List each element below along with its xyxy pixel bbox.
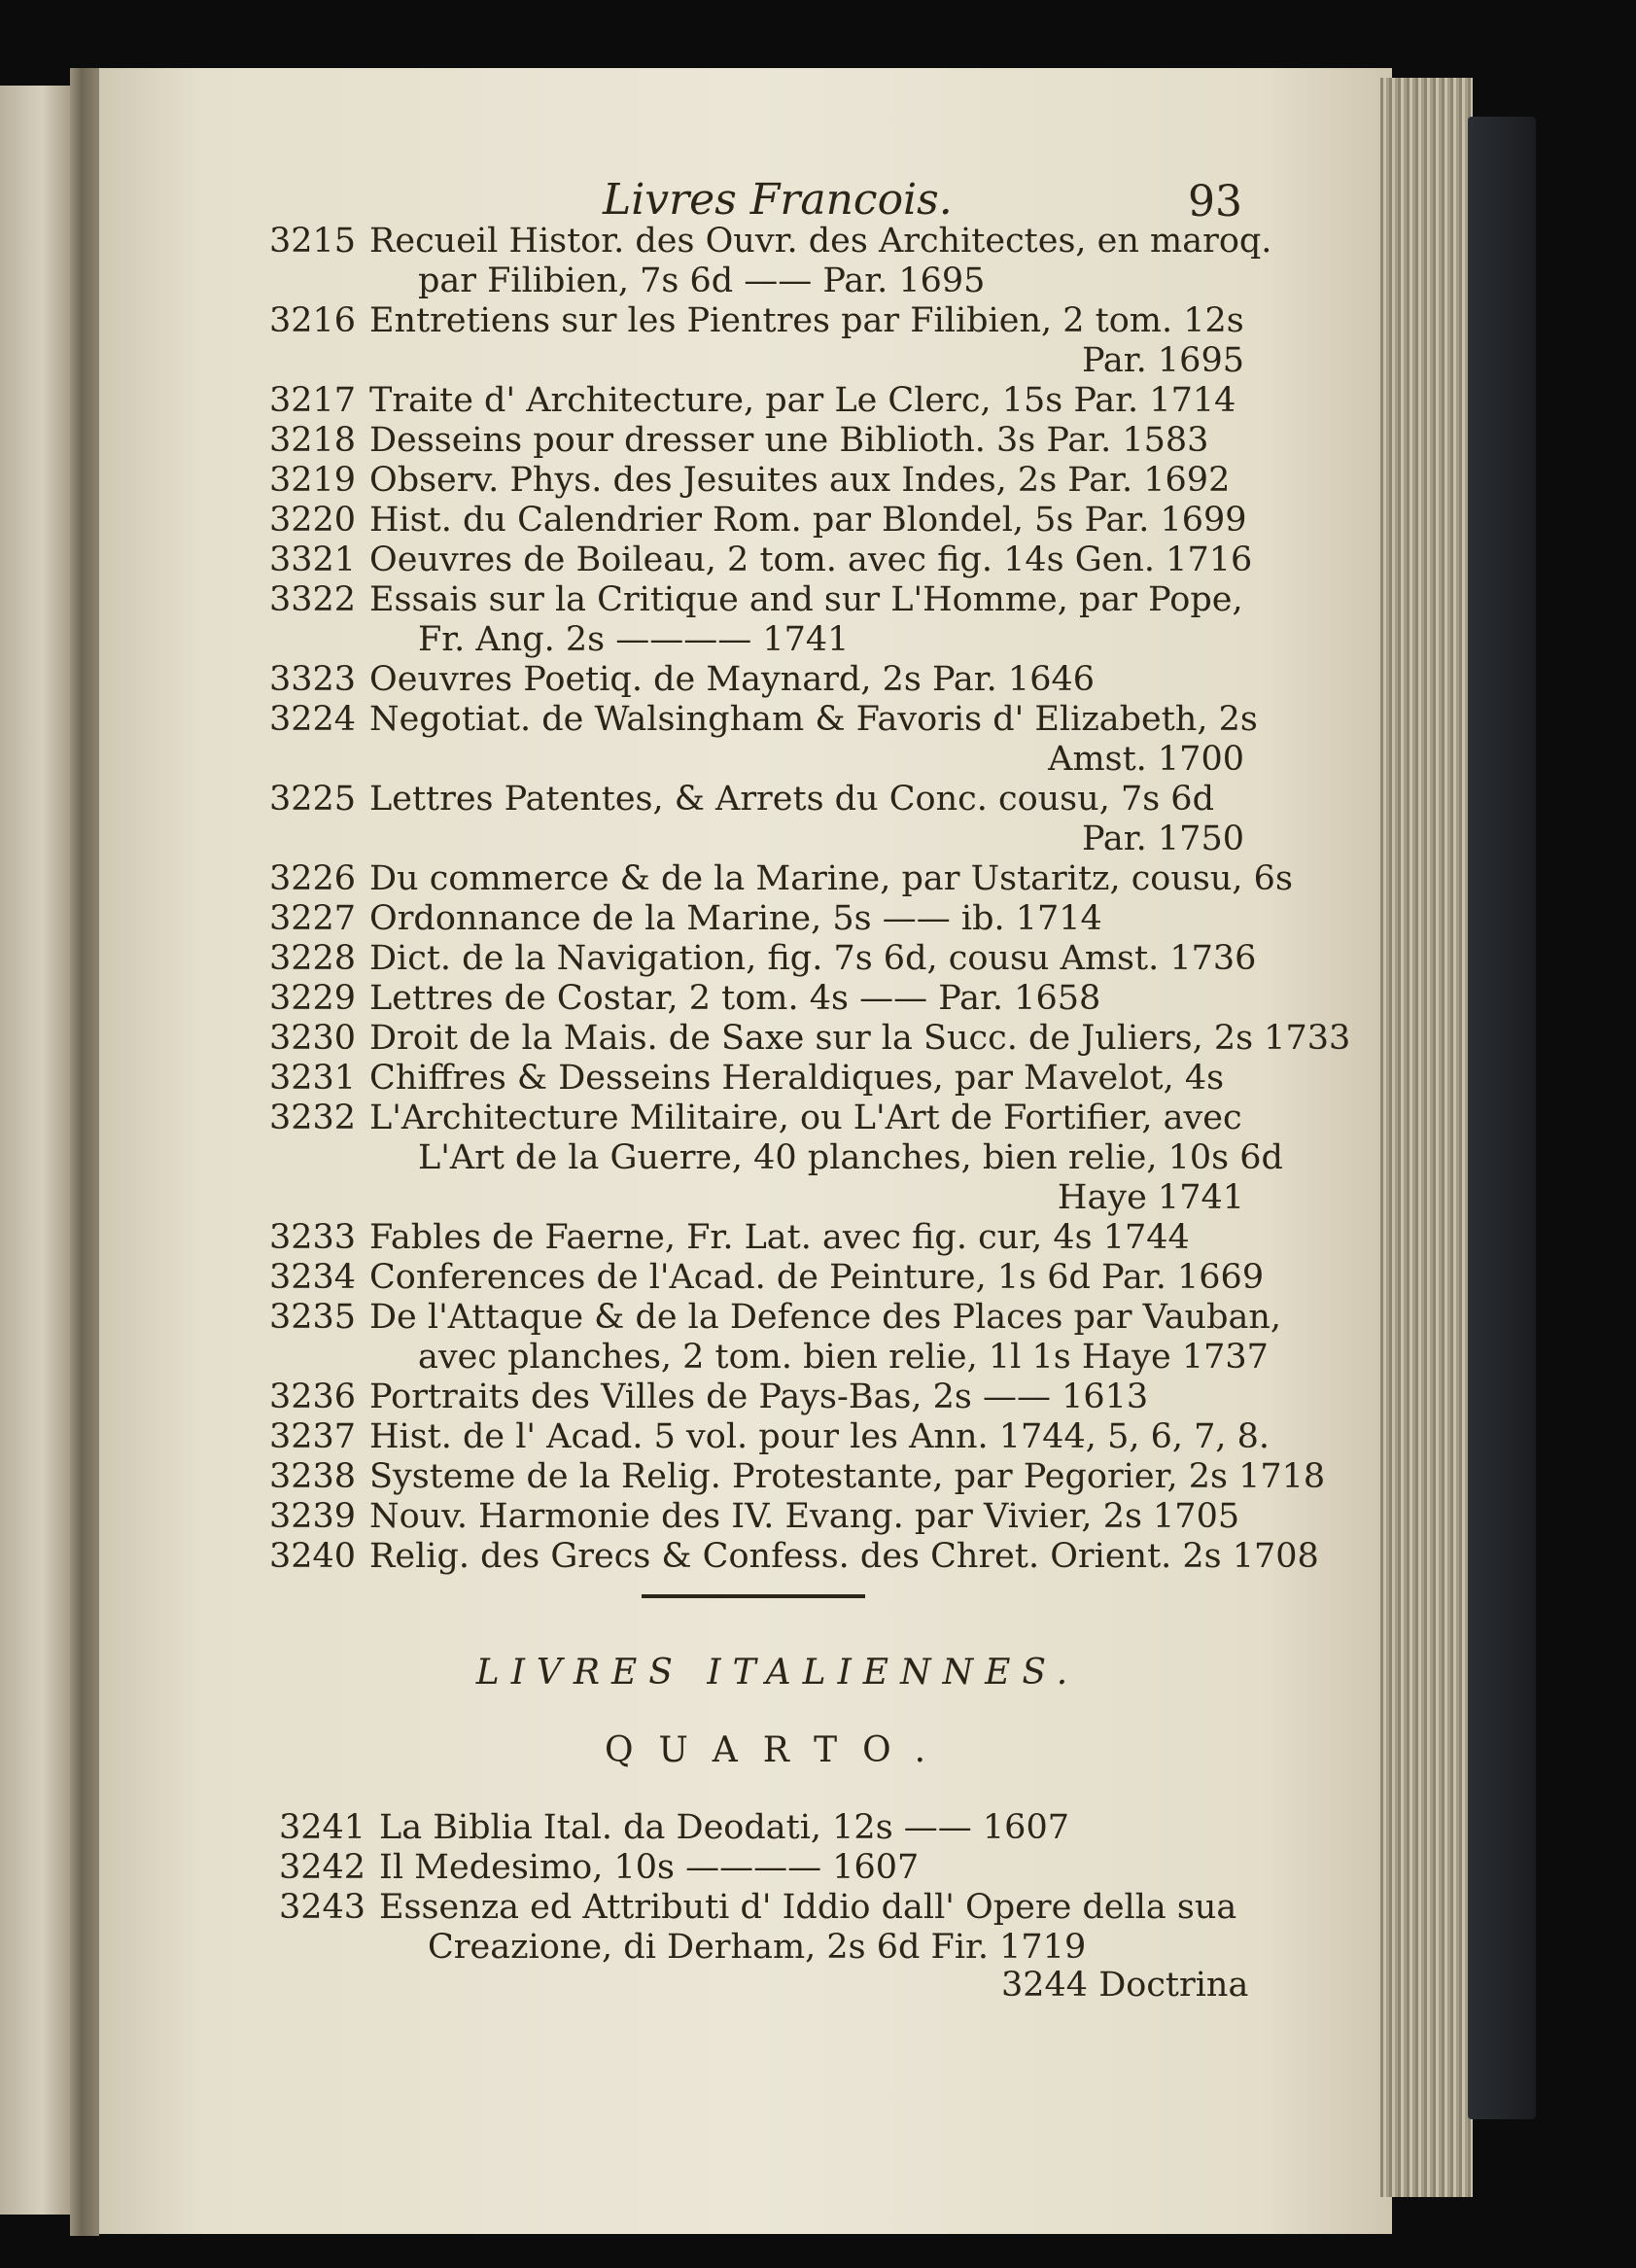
entry-number: 3217 <box>269 381 357 420</box>
catalogue-line <box>258 740 1244 780</box>
catalogue-line <box>258 301 1244 341</box>
catalogue-line <box>258 461 1244 501</box>
entry-number: 3321 <box>269 541 357 579</box>
book-gutter <box>70 68 99 2236</box>
entry-number: 3240 <box>269 1537 357 1576</box>
entry-number: 3241 <box>279 1808 366 1847</box>
catalogue-line <box>258 820 1244 859</box>
entry-text: L'Art de la Guerre, 40 planches, bien relie, 10s 6d <box>418 1138 1283 1177</box>
entry-number: 3323 <box>269 660 357 699</box>
entry-text: Amst. 1700 <box>1048 740 1244 779</box>
entry-text: par Filibien, 7s 6d —— Par. 1695 <box>418 262 986 300</box>
entry-text: Relig. des Grecs & Confess. des Chret. Orient. 2s 1708 <box>369 1537 1319 1576</box>
entry-text: Observ. Phys. des Jesuites aux Indes, 2s Par. 1692 <box>369 461 1231 500</box>
catalogue-line <box>258 341 1244 381</box>
entry-text: Par. 1750 <box>1081 820 1244 858</box>
entry-number: 3229 <box>269 979 357 1018</box>
entry-number: 3233 <box>269 1218 357 1257</box>
entry-text: La Biblia Ital. da Deodati, 12s —— 1607 <box>379 1808 1069 1847</box>
catalogue-line <box>258 859 1293 899</box>
entry-text: Nouv. Harmonie des IV. Evang. par Vivier, 2s 1705 <box>369 1497 1240 1536</box>
catalogue-line <box>258 1138 1283 1178</box>
section-divider <box>642 1594 865 1598</box>
entry-text: Lettres Patentes, & Arrets du Conc. cousu, 7s 6d <box>369 780 1214 819</box>
catalogue-line <box>258 1338 1269 1378</box>
entry-number: 3216 <box>269 301 357 340</box>
catalogue-line <box>258 1417 1271 1457</box>
page-number: 93 <box>1188 177 1242 227</box>
catalogue-line <box>258 541 1253 580</box>
entry-number: 3238 <box>269 1457 357 1496</box>
entry-text: Lettres de Costar, 2 tom. 4s —— Par. 1658 <box>369 979 1101 1018</box>
catalogue-line <box>258 501 1247 541</box>
catchword: 3244 Doctrina <box>1001 1966 1249 2005</box>
entry-text: Negotiat. de Walsingham & Favoris d' Elizabeth, 2s <box>369 700 1258 739</box>
section-subtitle: QUARTO. <box>604 1730 952 1770</box>
entry-number: 3227 <box>269 899 357 938</box>
entry-text: Systeme de la Relig. Protestante, par Pegorier, 2s 1718 <box>369 1457 1326 1496</box>
entry-number: 3322 <box>269 580 357 619</box>
catalogue-line <box>258 1059 1244 1099</box>
catalogue-line <box>258 1178 1244 1218</box>
catalogue-line <box>258 899 1244 939</box>
catalogue-line <box>258 1019 1351 1059</box>
entry-number: 3220 <box>269 501 357 540</box>
facing-page <box>0 86 70 2215</box>
catalogue-line <box>258 1298 1282 1338</box>
catalogue-line <box>267 1888 1244 1928</box>
entry-number: 3226 <box>269 859 357 898</box>
catalogue-line <box>267 1808 1244 1848</box>
book-cover <box>1468 117 1536 2119</box>
entry-text: Dict. de la Navigation, fig. 7s 6d, cousu Amst. 1736 <box>369 939 1257 978</box>
catalogue-line <box>258 580 1244 620</box>
running-head: Livres Francois. <box>603 175 953 225</box>
catalogue-entries <box>258 222 1351 1577</box>
page-edges <box>1380 78 1473 2197</box>
entry-number: 3231 <box>269 1059 357 1098</box>
catalogue-line <box>258 620 1244 660</box>
catalogue-line <box>258 1258 1265 1298</box>
entry-text: L'Architecture Militaire, ou L'Art de Fortifier, avec <box>369 1099 1242 1137</box>
entry-text: Entretiens sur les Pientres par Filibien, 2 tom. 12s <box>369 301 1244 340</box>
entry-number: 3243 <box>279 1888 366 1927</box>
catalogue-line <box>258 262 1244 301</box>
catalogue-line <box>258 1457 1326 1497</box>
entry-text: Oeuvres Poetiq. de Maynard, 2s Par. 1646 <box>369 660 1096 699</box>
entry-number: 3218 <box>269 421 357 460</box>
catalogue-line <box>258 1099 1244 1138</box>
entry-text: Traite d' Architecture, par Le Clerc, 15s Par. 1714 <box>369 381 1236 420</box>
entry-number: 3228 <box>269 939 357 978</box>
catalogue-line <box>258 660 1244 700</box>
entry-text: De l'Attaque & de la Defence des Places par Vauban, <box>369 1298 1282 1337</box>
catalogue-line <box>258 1378 1244 1417</box>
entry-text: Portraits des Villes de Pays-Bas, 2s —— 1613 <box>369 1378 1149 1416</box>
entry-text: Desseins pour dresser une Biblioth. 3s Par. 1583 <box>369 421 1209 460</box>
catalogue-line <box>258 780 1244 820</box>
entry-number: 3234 <box>269 1258 357 1297</box>
catalogue-line <box>258 939 1257 979</box>
entry-text: Par. 1695 <box>1081 341 1244 380</box>
entry-text: Essais sur la Critique and sur L'Homme, par Pope, <box>369 580 1243 619</box>
entry-number: 3225 <box>269 780 357 819</box>
catalogue-line <box>258 421 1244 461</box>
entry-number: 3230 <box>269 1019 357 1058</box>
catalogue-line <box>258 979 1244 1019</box>
entry-text: Ordonnance de la Marine, 5s —— ib. 1714 <box>369 899 1102 938</box>
entry-number: 3236 <box>269 1378 357 1416</box>
entry-text: Haye 1741 <box>1057 1178 1244 1217</box>
entry-text: avec planches, 2 tom. bien relie, 1l 1s Haye 1737 <box>418 1338 1269 1377</box>
catalogue-line <box>258 1218 1244 1258</box>
entry-number: 3235 <box>269 1298 357 1337</box>
entry-text: Conferences de l'Acad. de Peinture, 1s 6d Par. 1669 <box>369 1258 1265 1297</box>
entry-number: 3242 <box>279 1848 366 1887</box>
entry-text: Hist. du Calendrier Rom. par Blondel, 5s Par. 1699 <box>369 501 1247 540</box>
entry-text: Fables de Faerne, Fr. Lat. avec fig. cur, 4s 1744 <box>369 1218 1190 1257</box>
entry-text: Essenza ed Attributi d' Iddio dall' Opere della sua <box>379 1888 1237 1927</box>
entry-text: Il Medesimo, 10s ———— 1607 <box>379 1848 920 1887</box>
entry-text: Recueil Histor. des Ouvr. des Architectes, en maroq. <box>369 222 1272 261</box>
entry-text: Hist. de l' Acad. 5 vol. pour les Ann. 1744, 5, 6, 7, 8. <box>369 1417 1271 1456</box>
entry-text: Droit de la Mais. de Saxe sur la Succ. de Juliers, 2s 1733 <box>369 1019 1351 1058</box>
catalogue-line <box>258 700 1258 740</box>
catalogue-line <box>258 381 1244 421</box>
entry-number: 3237 <box>269 1417 357 1456</box>
catalogue-line <box>267 1848 1244 1888</box>
entry-number: 3232 <box>269 1099 357 1137</box>
catalogue-line <box>258 1537 1319 1577</box>
catalogue-line <box>258 222 1272 262</box>
section-title: LIVRES ITALIENNES. <box>475 1653 1080 1692</box>
catalogue-line <box>267 1928 1244 1968</box>
entry-text: Chiffres & Desseins Heraldiques, par Mavelot, 4s <box>369 1059 1225 1098</box>
catalogue-line <box>258 1497 1244 1537</box>
entry-number: 3219 <box>269 461 357 500</box>
entry-number: 3215 <box>269 222 357 261</box>
italian-entries <box>267 1808 1244 1968</box>
entry-text: Creazione, di Derham, 2s 6d Fir. 1719 <box>428 1928 1087 1967</box>
entry-number: 3224 <box>269 700 357 739</box>
entry-number: 3239 <box>269 1497 357 1536</box>
entry-text: Oeuvres de Boileau, 2 tom. avec fig. 14s Gen. 1716 <box>369 541 1253 579</box>
entry-text: Fr. Ang. 2s ———— 1741 <box>418 620 850 659</box>
entry-text: Du commerce & de la Marine, par Ustaritz, cousu, 6s <box>369 859 1293 898</box>
